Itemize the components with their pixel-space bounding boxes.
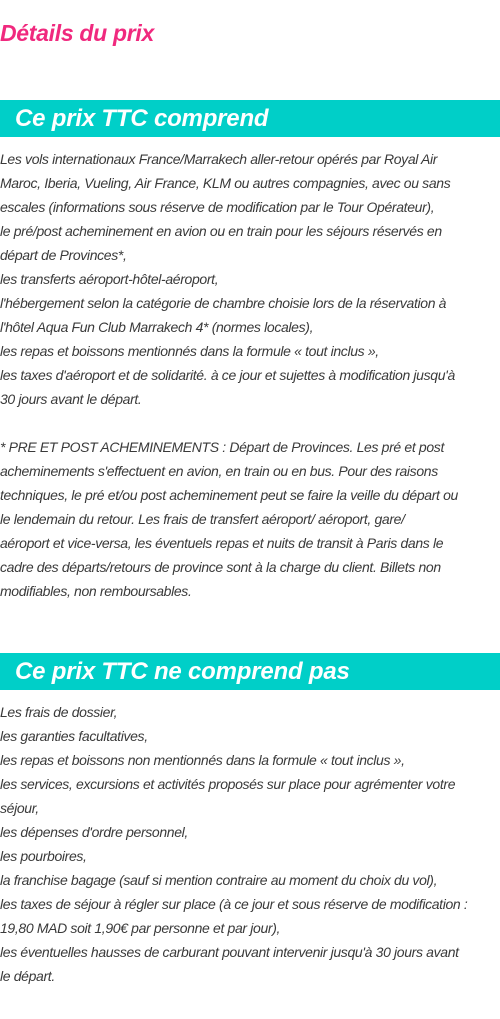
excluded-line: la franchise bagage (sauf si mention contraire au moment du choix du vol), xyxy=(0,872,438,888)
excluded-line: les taxes de séjour à régler sur place (à ce jour et sous réserve de modification : xyxy=(0,896,468,912)
included-line: les transferts aéroport-hôtel-aéroport, xyxy=(0,271,219,287)
note-line: le lendemain du retour. Les frais de transfert aéroport/ aéroport, gare/ xyxy=(0,511,405,527)
included-list xyxy=(0,147,500,411)
preacheminement-note xyxy=(0,435,500,603)
note-line: techniques, le pré et/ou post acheminement peut se faire la veille du départ ou xyxy=(0,487,458,503)
note-line: modifiables, non remboursables. xyxy=(0,583,192,599)
included-line: Les vols internationaux France/Marrakech aller-retour opérés par Royal Air xyxy=(0,151,438,167)
excluded-line: les pourboires, xyxy=(0,848,87,864)
included-line: l'hôtel Aqua Fun Club Marrakech 4* (normes locales), xyxy=(0,319,314,335)
page-title: Détails du prix xyxy=(0,20,154,46)
note-line: cadre des départs/retours de province sont à la charge du client. Billets non xyxy=(0,559,441,575)
note-line: aéroport et vice-versa, les éventuels repas et nuits de transit à Paris dans le xyxy=(0,535,444,551)
included-line: départ de Provinces*, xyxy=(0,247,127,263)
note-line: * PRE ET POST ACHEMINEMENTS : Départ de Provinces. Les pré et post xyxy=(0,439,444,455)
excluded-line: séjour, xyxy=(0,800,39,816)
excluded-line: les dépenses d'ordre personnel, xyxy=(0,824,188,840)
excluded-line: 19,80 MAD soit 1,90€ par personne et par jour), xyxy=(0,920,281,936)
excluded-line: les garanties facultatives, xyxy=(0,728,148,744)
included-section-body xyxy=(0,147,500,603)
included-line: 30 jours avant le départ. xyxy=(0,391,142,407)
included-line: escales (informations sous réserve de modification par le Tour Opérateur), xyxy=(0,199,435,215)
excluded-list xyxy=(0,700,500,988)
included-line: le pré/post acheminement en avion ou en train pour les séjours réservés en xyxy=(0,223,442,239)
included-section-header: Ce prix TTC comprend xyxy=(0,100,500,137)
excluded-line: les repas et boissons non mentionnés dans la formule « tout inclus », xyxy=(0,752,405,768)
note-line: acheminements s'effectuent en avion, en train ou en bus. Pour des raisons xyxy=(0,463,438,479)
excluded-line: le départ. xyxy=(0,968,55,984)
included-line: Maroc, Iberia, Vueling, Air France, KLM ou autres compagnies, avec ou sans xyxy=(0,175,451,191)
excluded-section-body xyxy=(0,700,500,988)
included-line: les taxes d'aéroport et de solidarité. à ce jour et sujettes à modification jusqu'à xyxy=(0,367,455,383)
included-line: les repas et boissons mentionnés dans la formule « tout inclus », xyxy=(0,343,379,359)
excluded-section-header: Ce prix TTC ne comprend pas xyxy=(0,653,500,690)
excluded-line: les services, excursions et activités proposés sur place pour agrémenter votre xyxy=(0,776,456,792)
excluded-line: les éventuelles hausses de carburant pouvant intervenir jusqu'à 30 jours avant xyxy=(0,944,459,960)
included-line: l'hébergement selon la catégorie de chambre choisie lors de la réservation à xyxy=(0,295,447,311)
paragraph-gap xyxy=(0,411,500,435)
excluded-line: Les frais de dossier, xyxy=(0,704,118,720)
